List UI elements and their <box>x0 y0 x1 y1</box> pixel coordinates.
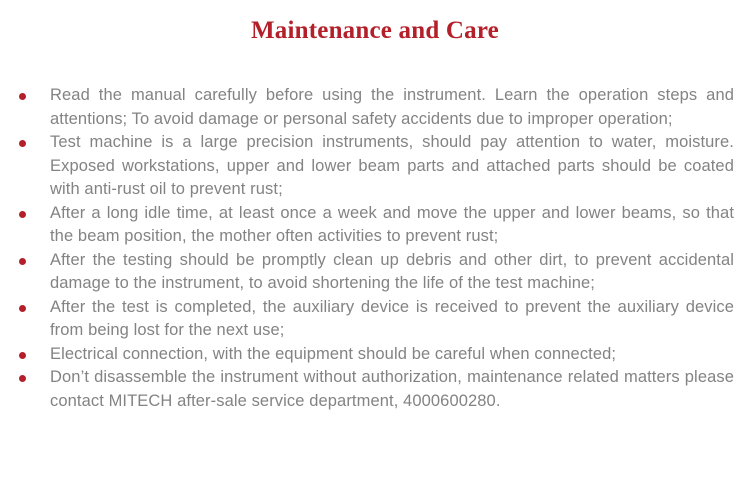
list-item <box>19 131 734 202</box>
list-item <box>19 84 734 131</box>
list-item <box>19 343 734 367</box>
list-item-text: Read the manual carefully before using the instrument. Learn the operation steps and attentions; To avoid damage or personal safety accidents due to improper operation; <box>50 86 734 128</box>
bullet-dot-icon <box>19 211 26 218</box>
list-item-text: Don’t disassemble the instrument without authorization, maintenance related matters please contact MITECH after-sale service department, 4000600280. <box>50 368 734 410</box>
list-item-text: After the test is completed, the auxiliary device is received to prevent the auxiliary device from being lost for the next use; <box>50 297 734 339</box>
list-item-text: After a long idle time, at least once a week and move the upper and lower beams, so that the beam position, the mother often activities to prevent rust; <box>50 203 734 245</box>
maintenance-list <box>0 84 750 413</box>
list-item-text: Electrical connection, with the equipment should be careful when connected; <box>50 344 617 363</box>
list-item-text: Test machine is a large precision instruments, should pay attention to water, moisture. Exposed workstations, upper and lower beam parts and attached parts should be coated with anti-rust oil to prevent rust; <box>50 133 734 198</box>
bullet-dot-icon <box>19 375 26 382</box>
bullet-dot-icon <box>19 140 26 147</box>
list-item-text: After the testing should be promptly clean up debris and other dirt, to prevent accidental damage to the instrument, to avoid shortening the life of the test machine; <box>50 250 734 292</box>
bullet-dot-icon <box>19 93 26 100</box>
list-item <box>19 296 734 343</box>
list-item <box>19 202 734 249</box>
bullet-dot-icon <box>19 305 26 312</box>
bullet-dot-icon <box>19 258 26 265</box>
page-title: Maintenance and Care <box>251 17 499 44</box>
list-item <box>19 249 734 296</box>
bullet-dot-icon <box>19 352 26 359</box>
list-item <box>19 366 734 413</box>
